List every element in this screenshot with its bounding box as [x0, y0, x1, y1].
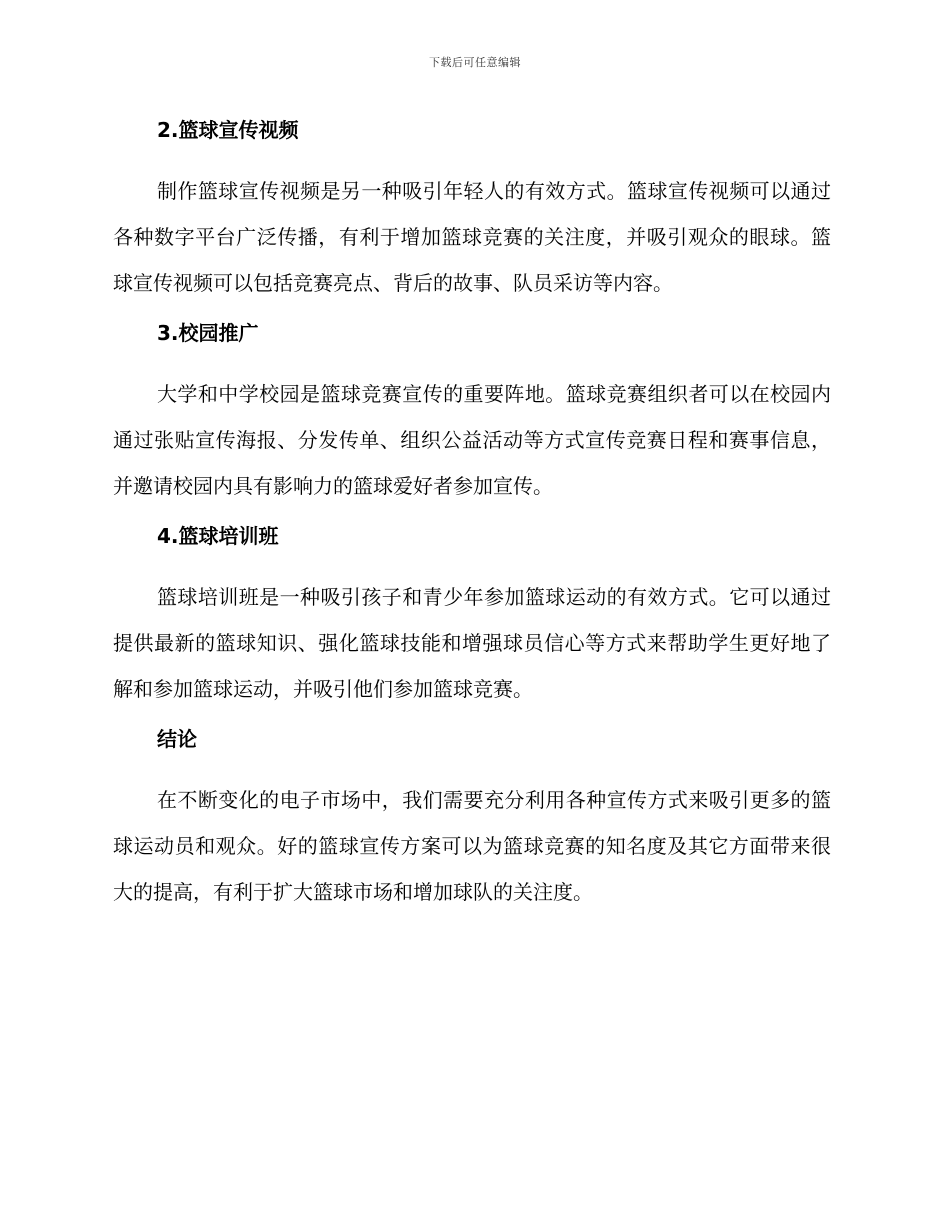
- section-training: [113, 518, 831, 712]
- section-heading: 3.校园推广: [157, 321, 259, 345]
- section-paragraph: 制作篮球宣传视频是另一种吸引年轻人的有效方式。篮球宣传视频可以通过各种数字平台广泛传播，有利于增加篮球竞赛的关注度，并吸引观众的眼球。篮球宣传视频可以包括竞赛亮点、背后的故事、队员采访等内容。: [113, 179, 831, 295]
- section-heading: 4.篮球培训班: [157, 524, 279, 548]
- section-video: [113, 112, 831, 306]
- document-body: [113, 112, 831, 924]
- page-header: 下载后可任意编辑: [429, 56, 521, 69]
- section-conclusion: [113, 721, 831, 915]
- section-heading: 结论: [157, 727, 197, 751]
- section-heading: 2.篮球宣传视频: [157, 118, 299, 142]
- section-campus: [113, 315, 831, 509]
- section-paragraph: 在不断变化的电子市场中，我们需要充分利用各种宣传方式来吸引更多的篮球运动员和观众。好的篮球宣传方案可以为篮球竞赛的知名度及其它方面带来很大的提高，有利于扩大篮球市场和增加球队的关注度。: [113, 788, 831, 904]
- section-paragraph: 大学和中学校园是篮球竞赛宣传的重要阵地。篮球竞赛组织者可以在校园内通过张贴宣传海报、分发传单、组织公益活动等方式宣传竞赛日程和赛事信息，并邀请校园内具有影响力的篮球爱好者参加宣传。: [113, 382, 831, 498]
- section-paragraph: 篮球培训班是一种吸引孩子和青少年参加篮球运动的有效方式。它可以通过提供最新的篮球知识、强化篮球技能和增强球员信心等方式来帮助学生更好地了解和参加篮球运动，并吸引他们参加篮球竞赛。: [113, 585, 831, 701]
